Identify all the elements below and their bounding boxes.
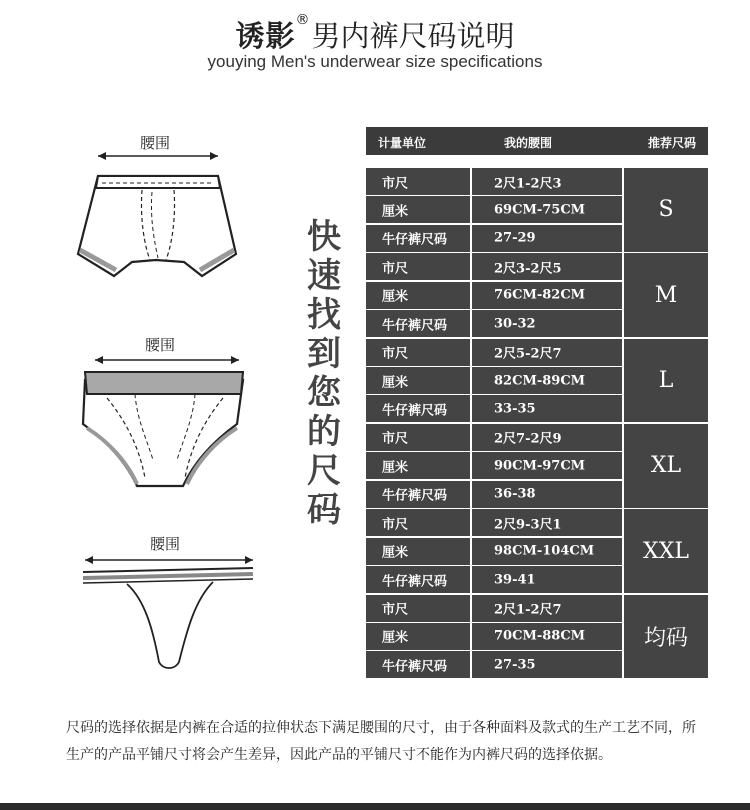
tagline-vertical [302,218,346,530]
table-cell-unit: 牛仔裤尺码 [366,395,470,422]
table-cell-unit: 市尺 [366,253,470,280]
table-cell-waist: 90CM-97CM [472,452,622,479]
header-waist: 我的腰围 [504,136,553,150]
table-cell-unit: 牛仔裤尺码 [366,225,470,252]
table-cell-waist: 39-41 [472,566,622,593]
table-cell-unit: 牛仔裤尺码 [366,566,470,593]
table-cell-waist: 27-29 [472,225,622,252]
header-size: 推荐尺码 [648,136,697,150]
table-cell-waist: 27-35 [472,651,622,678]
title-text: 男内裤尺码说明 [311,19,515,53]
tagline-char: 码 [307,490,341,530]
tagline-char: 的 [307,412,341,452]
waist-label-briefs: 腰围 [144,336,175,354]
table-cell-unit: 市尺 [366,339,470,366]
table-cell-unit: 牛仔裤尺码 [366,310,470,337]
waist-label-boxer: 腰围 [139,134,170,152]
page-title [0,14,750,55]
recommended-size-cell: XL [624,424,708,508]
table-cell-unit: 厘米 [366,623,470,650]
table-cell-waist: 76CM-82CM [472,282,622,309]
table-cell-waist: 33-35 [472,395,622,422]
table-cell-unit: 市尺 [366,424,470,451]
header-unit: 计量单位 [378,136,427,150]
waist-label-thong: 腰围 [149,535,180,553]
table-cell-waist: 82CM-89CM [472,367,622,394]
boxer-briefs-illustration [60,148,260,298]
table-cell-unit: 市尺 [366,168,470,195]
table-cell-unit: 厘米 [366,452,470,479]
table-cell-waist: 30-32 [472,310,622,337]
tagline-char: 您 [307,373,341,413]
table-cell-unit: 厘米 [366,538,470,565]
table-cell-waist: 2尺5-2尺7 [472,339,622,366]
table-cell-waist: 98CM-104CM [472,538,622,565]
table-cell-unit: 厘米 [366,196,470,223]
brand-name: 诱影 [235,19,296,53]
registered-mark: ® [295,12,310,28]
table-cell-waist: 2尺1-2尺7 [472,595,622,622]
table-cell-unit: 厘米 [366,367,470,394]
recommended-size-cell: M [624,253,708,337]
tagline-char: 速 [307,256,341,296]
page-subtitle: youying Men's underwear size specifications [207,52,543,71]
tagline-char: 尺 [307,451,341,491]
table-cell-unit: 牛仔裤尺码 [366,481,470,508]
thong-illustration [75,550,265,680]
tagline-char: 到 [307,334,341,374]
table-cell-waist: 2尺9-3尺1 [472,509,622,536]
table-cell-unit: 市尺 [366,595,470,622]
size-note: 尺码的选择依据是内裤在合适的拉伸状态下满足腰围的尺寸，由于各种面料及款式的生产工艺不同，所生产的产品平铺尺寸将会产生差异，因此产品的平铺尺寸不能作为内裤尺码的选择依据。 [66,720,696,763]
bottom-bar [0,803,750,810]
recommended-size-cell: L [624,339,708,423]
table-cell-unit: 牛仔裤尺码 [366,651,470,678]
table-cell-waist: 2尺3-2尺5 [472,253,622,280]
tagline-char: 快 [307,217,341,257]
table-cell-waist: 36-38 [472,481,622,508]
table-cell-waist: 2尺7-2尺9 [472,424,622,451]
table-cell-waist: 70CM-88CM [472,623,622,650]
size-table-header [366,127,708,155]
size-table [366,168,708,677]
table-cell-waist: 69CM-75CM [472,196,622,223]
table-cell-unit: 厘米 [366,282,470,309]
table-cell-waist: 2尺1-2尺3 [472,168,622,195]
table-cell-unit: 市尺 [366,509,470,536]
briefs-illustration [65,350,265,500]
recommended-size-cell: 均码 [624,595,708,679]
recommended-size-cell: S [624,168,708,252]
tagline-char: 找 [307,295,341,335]
recommended-size-cell: XXL [624,509,708,593]
